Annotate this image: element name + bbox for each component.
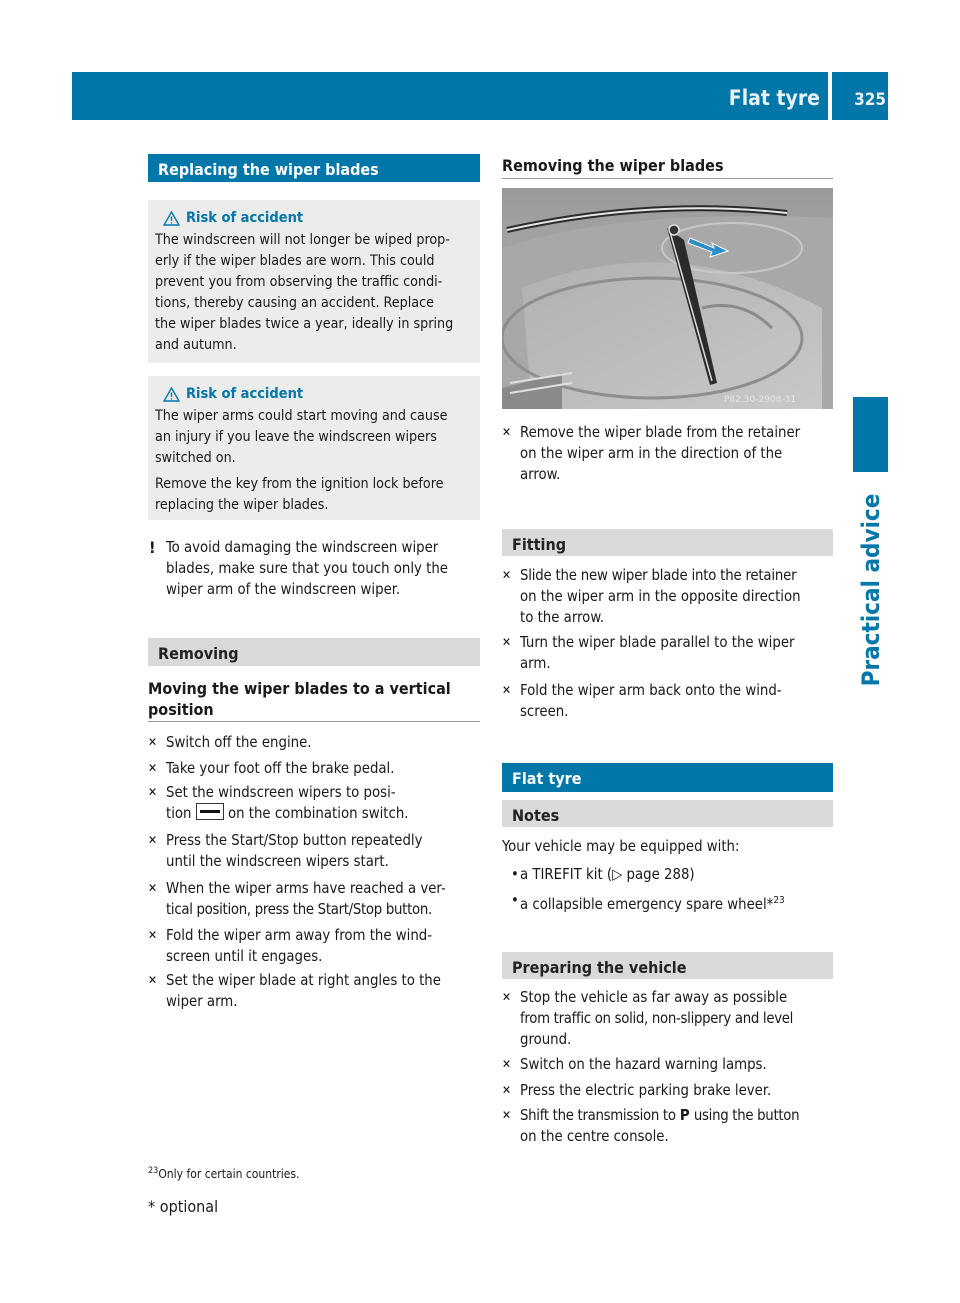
step-item: ✕ Fold the wiper arm back onto the wind- screen. bbox=[502, 682, 782, 720]
step-arrow-icon: ✕ bbox=[502, 990, 512, 1004]
step-item: ✕ Press the Start/Stop button repeatedly until the windscreen wipers start. bbox=[148, 832, 423, 870]
note-icon: ! bbox=[149, 538, 156, 557]
wiper-position-symbol bbox=[196, 803, 224, 820]
warning-text-1: The windscreen will not longer be wiped prop- erly if the wiper blades are worn. This could prevent you from observing the traffic condi- tions, thereby causing an accident. Replace the wiper blades twice a year, ideally in spring and autumn. bbox=[155, 232, 454, 353]
step-arrow-icon: ✕ bbox=[502, 1083, 512, 1097]
step-arrow-icon: ✕ bbox=[148, 973, 158, 987]
step-arrow-icon: ✕ bbox=[502, 1108, 512, 1122]
step-item: ✕ Switch off the engine. bbox=[148, 734, 312, 751]
step-arrow-icon: ✕ bbox=[502, 635, 512, 649]
warning-box-2 bbox=[148, 376, 480, 520]
section-title-removing: Removing bbox=[148, 638, 480, 666]
step-arrow-icon: ✕ bbox=[502, 1057, 512, 1071]
step-item: ✕ Slide the new wiper blade into the retainer on the wiper arm in the opposite direction to the arrow. bbox=[502, 567, 801, 626]
bullet-dot: • bbox=[511, 892, 519, 909]
header-title: Flat tyre bbox=[728, 86, 820, 110]
section-title-replacing: Replacing the wiper blades bbox=[148, 154, 480, 182]
page-number: 325 bbox=[854, 90, 886, 110]
list-item: • a collapsible emergency spare wheel*$^{23}$ bbox=[511, 892, 785, 913]
side-tab-label: Practical advice bbox=[856, 493, 885, 687]
optional-legend: * optional bbox=[148, 1197, 219, 1216]
step-arrow-icon: ✕ bbox=[148, 735, 158, 749]
step-item: ✕ Set the windscreen wipers to posi- tion on the combination switch. bbox=[148, 784, 409, 822]
notes-intro: Your vehicle may be equipped with: bbox=[502, 838, 740, 855]
section-title-notes: Notes bbox=[502, 800, 833, 827]
step-arrow-icon: ✕ bbox=[502, 683, 512, 697]
header-bar bbox=[72, 72, 888, 120]
step-item: ✕ When the wiper arms have reached a ver- tical position, press the Start/Stop button. bbox=[148, 880, 446, 918]
step-arrow-icon: ✕ bbox=[502, 425, 512, 439]
side-tab-label-wrap bbox=[853, 482, 888, 698]
step-item: ✕ Set the wiper blade at right angles to the wiper arm. bbox=[148, 972, 441, 1010]
section-title-flat-tyre: Flat tyre bbox=[502, 763, 833, 792]
wiper-blade-diagram bbox=[502, 188, 833, 409]
step-item: ✕ Stop the vehicle as far away as possible from traffic on solid, non-slippery and level ground. bbox=[502, 989, 794, 1048]
heading-rule bbox=[148, 721, 480, 722]
step-item: ✕ Switch on the hazard warning lamps. bbox=[502, 1056, 767, 1073]
header-separator bbox=[828, 72, 832, 120]
step-arrow-icon: ✕ bbox=[148, 761, 158, 775]
warning-triangle-icon bbox=[163, 387, 180, 402]
bullet-dot: • bbox=[511, 866, 519, 883]
step-arrow-icon: ✕ bbox=[148, 881, 158, 895]
step-item: ✕ Shift the transmission to P using the button on the centre console. bbox=[502, 1107, 800, 1145]
warning-header-2 bbox=[155, 384, 473, 405]
warning-text-2a: The wiper arms could start moving and cause an injury if you leave the windscreen wipers switched on. bbox=[155, 408, 448, 466]
side-tab-marker bbox=[853, 397, 888, 472]
warning-header-1 bbox=[155, 208, 473, 229]
moving-heading: Moving the wiper blades to a vertical position bbox=[148, 679, 451, 719]
list-item: • a TIREFIT kit (▷ page 288) bbox=[511, 866, 695, 883]
step-item: ✕ Press the electric parking brake lever. bbox=[502, 1082, 772, 1099]
step-item: ✕ Fold the wiper arm away from the wind- screen until it engages. bbox=[148, 927, 433, 965]
step-arrow-icon: ✕ bbox=[148, 785, 158, 799]
heading-rule bbox=[502, 178, 833, 179]
step-arrow-icon: ✕ bbox=[502, 568, 512, 582]
step-item: ✕ Turn the wiper blade parallel to the wiper arm. bbox=[502, 634, 795, 672]
removing-blades-heading: Removing the wiper blades bbox=[502, 156, 724, 175]
warning-box-1 bbox=[148, 200, 480, 363]
step-arrow-icon: ✕ bbox=[148, 928, 158, 942]
warning-text-2b: Remove the key from the ignition lock before replacing the wiper blades. bbox=[155, 476, 444, 513]
step-arrow-icon: ✕ bbox=[148, 833, 158, 847]
warning-triangle-icon bbox=[163, 211, 180, 226]
section-title-preparing: Preparing the vehicle bbox=[502, 952, 833, 979]
warning-title-1: Risk of accident bbox=[186, 210, 304, 226]
step-item: ✕ Take your foot off the brake pedal. bbox=[148, 760, 395, 777]
image-code: P82.30-2908-31 bbox=[724, 395, 797, 405]
section-title-fitting: Fitting bbox=[502, 529, 833, 556]
damage-note: ! To avoid damaging the windscreen wiper blades, make sure that you touch only the wiper arm of the windscreen wiper. bbox=[149, 538, 448, 598]
warning-title-2: Risk of accident bbox=[186, 386, 304, 402]
step-item: ✕ Remove the wiper blade from the retainer on the wiper arm in the direction of the arrow. bbox=[502, 424, 801, 483]
footnote: $^{23}$Only for certain countries. bbox=[148, 1166, 300, 1181]
wiper-illustration bbox=[502, 188, 833, 409]
